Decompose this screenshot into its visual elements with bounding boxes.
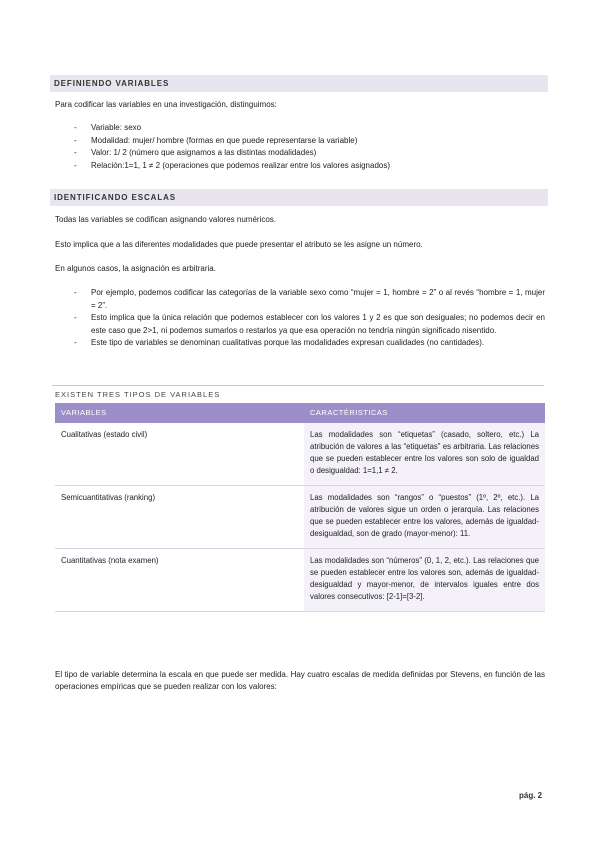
- variable-types-table: [55, 403, 545, 612]
- variable-cell: Semicuantitativas (ranking): [55, 486, 304, 549]
- list-item: - Modalidad: mujer/ hombre (formas en que puede representarse la variable): [74, 135, 358, 145]
- column-header-caracteristicas: CARACTÉRISTICAS: [304, 403, 545, 423]
- list-item: - Esto implica que la única relación que podemos establecer con los valores 1 y 2 es que son desiguales; no podemos decir en este caso que 2>1, ni podemos sumarlos o restarlos ya que esa operación no tendría ningún significado nisentido.: [74, 313, 545, 335]
- list-item: - Relación:1=1, 1 ≠ 2 (operaciones que podemos realizar entre los valores asignados): [74, 160, 391, 170]
- table-row: [55, 549, 545, 612]
- list-item: - Variable: sexo: [74, 123, 142, 132]
- section1-bullet-list: [55, 122, 545, 172]
- variable-cell: Cuantitativas (nota examen): [55, 549, 304, 612]
- list-item: - Por ejemplo, podemos codificar las categorías de la variable sexo como “mujer = 1, hombre = 2” o al revés “hombre = 1, mujer = 2”.: [74, 288, 545, 310]
- table-row: [55, 486, 545, 549]
- section2-paragraph-1: Todas las variables se codifican asignando valores numéricos.: [55, 215, 277, 224]
- list-item: - Valor: 1/ 2 (número que asignamos a las distintas modalidades): [74, 148, 317, 157]
- description-cell: Las modalidades son “etiquetas” (casado, soltero, etc.) La atribución de valores a las “etiquetas” es arbitraria. Las relaciones que se pueden establecer entre los valores son solo de igualdad o desigualdad: 1=1,1 ≠ 2.: [304, 423, 545, 486]
- closing-paragraph: El tipo de variable determina la escala en que puede ser medida. Hay cuatro escalas de medida definidas por Stevens, en función de las operaciones empíricas que se pueden realizar con los valores:: [55, 670, 545, 691]
- section2-paragraph-3: En algunos casos, la asignación es arbitraria.: [55, 264, 216, 273]
- variable-cell: Cualitativas (estado civil): [55, 423, 304, 486]
- section-header-identificando-escalas: IDENTIFICANDO ESCALAS: [50, 189, 548, 206]
- table-row: [55, 423, 545, 486]
- table-title: EXISTEN TRES TIPOS DE VARIABLES: [55, 390, 221, 399]
- table-header-row: [55, 403, 545, 423]
- section-header-definiendo-variables: DEFINIENDO VARIABLES: [50, 75, 548, 92]
- description-cell: Las modalidades son “rangos” o “puestos” (1º, 2º, etc.). La atribución de valores sigue un orden o jerarquía. Las relaciones que se pueden establecer entre los valores, además de igualdad-desigualdad, son de grado (mayor-menor): 11.: [304, 486, 545, 549]
- column-header-variables: VARIABLES: [55, 403, 304, 423]
- section2-bullet-list: [55, 287, 545, 350]
- section1-intro: Para codificar las variables en una investigación, distinguimos:: [55, 100, 277, 109]
- section2-paragraph-2: Esto implica que a las diferentes modalidades que puede presentar el atributo se les asigne un número.: [55, 240, 423, 249]
- page-number: pág. 2: [519, 791, 543, 800]
- table-divider: [52, 385, 544, 386]
- list-item: - Este tipo de variables se denominan cualitativas porque las modalidades expresan cualidades (no cantidades).: [74, 338, 485, 347]
- description-cell: Las modalidades son “números” (0, 1, 2, etc.). Las relaciones que se pueden establecer entre los valores son, además de igualdad-desigualdad y mayor-menor, de intervalos iguales entre dos valores consecutivos: [2-1]=[3-2].: [304, 549, 545, 612]
